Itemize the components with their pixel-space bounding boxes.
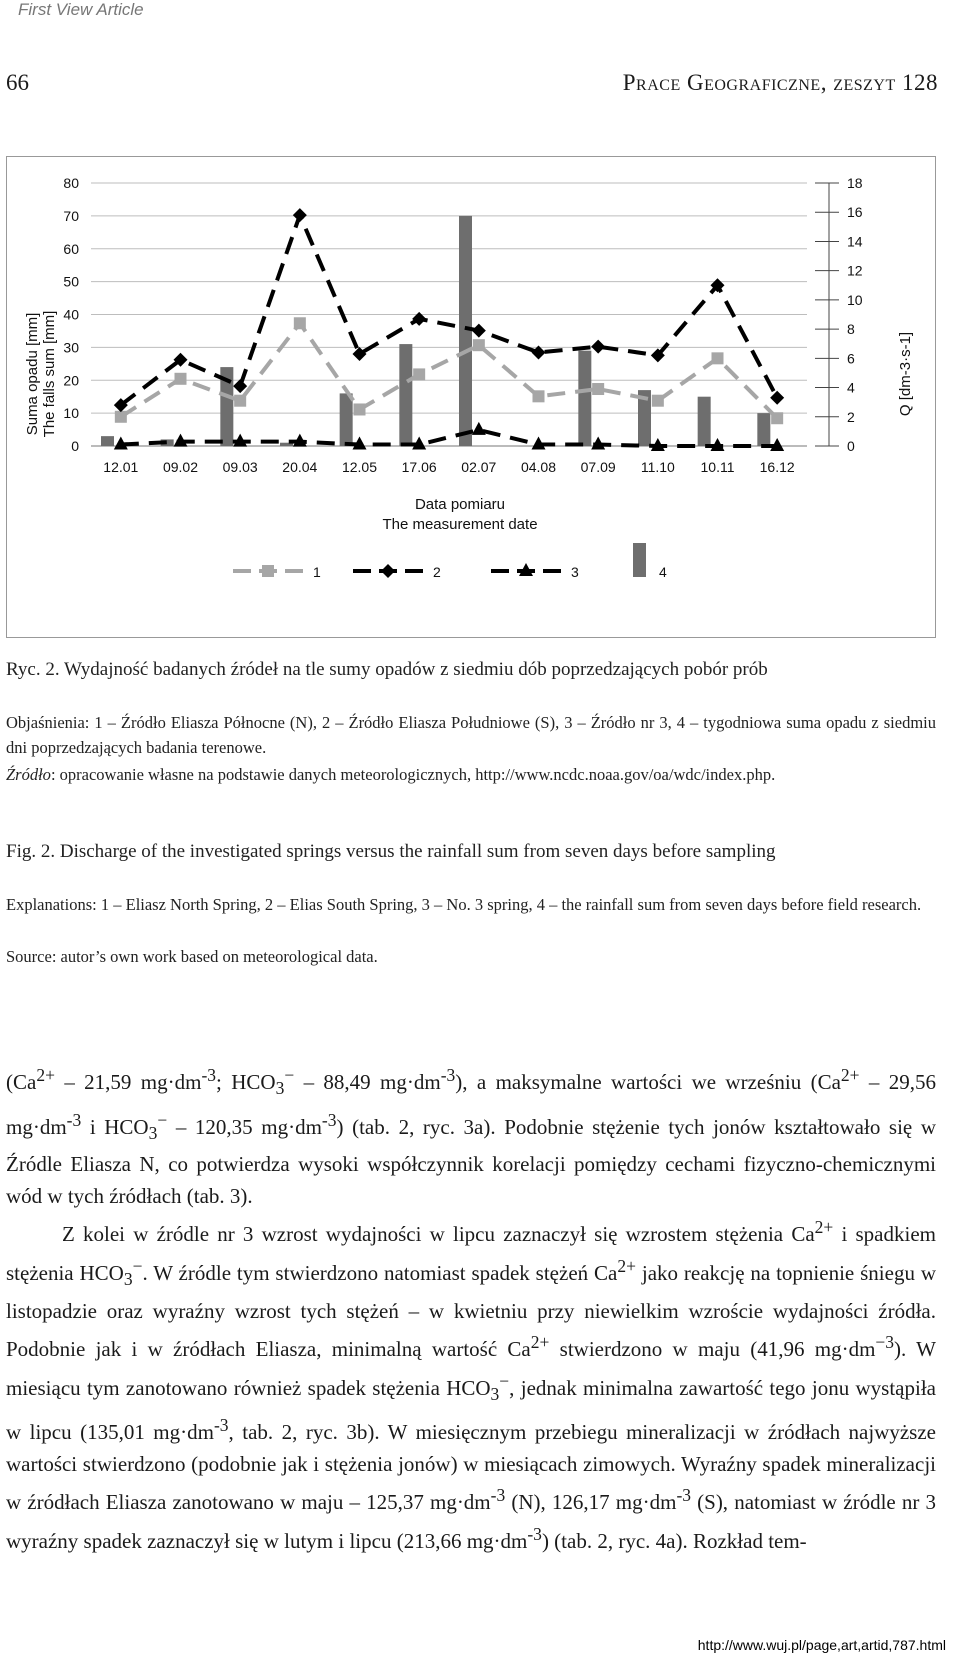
- y-right-tick-label: 4: [847, 379, 855, 396]
- x-tick-label: 07.09: [580, 459, 616, 475]
- y-right-tick-label: 16: [847, 204, 863, 221]
- legend-label: 2: [433, 564, 441, 580]
- y-left-label-en: The falls sum [mm]: [41, 310, 58, 438]
- x-tick-label: 02.07: [461, 459, 497, 475]
- y-left-tick-label: 0: [71, 438, 79, 454]
- x-tick-label: 12.05: [341, 459, 378, 475]
- caption-pl-source-label: Źródło: [6, 765, 51, 784]
- y-right-label: [897, 332, 914, 416]
- caption-pl-source: [6, 762, 936, 787]
- rainfall-bar: [399, 344, 412, 446]
- caption-en-source: Source: autor’s own work based on meteorological data.: [6, 947, 378, 966]
- first-view-banner: First View Article: [18, 0, 144, 19]
- y-right-tick-label: 8: [847, 321, 855, 338]
- x-tick-label: 11.10: [640, 459, 675, 475]
- paragraph-1: ($Ca^{2+} - 21,59$ $mg\cdot dm^{-3}$; $HCO_3^- - 88,49$ $mg\cdot dm^{-3}$), a maksymalne wartości we wrześniu ($Ca^{2+} - 29,56$ $mg\cdot dm^{-3}$ i $HCO_3^- - 120,35$ $mg\cdot dm^{-3}$) (tab. 2, ryc. 3a). Podobnie stężenie tych jonów kształtowało się w Źródle Eliasza N, co potwierdza wysoki współczynnik korelacji pomiędzy cechami fizyczno-chemicznymi wód w tych źródłach (tab. 3).: [6, 1065, 936, 1208]
- caption-pl-title: Ryc. 2. Wydajność badanych źródeł na tle sumy opadów z siedmiu dób poprzedzających pobór prób: [6, 659, 768, 680]
- y-left-label-pl: Suma opadu [mm]: [24, 312, 41, 436]
- rainfall-bar: [698, 397, 711, 446]
- paragraph-2: Z kolei w źródle nr 3 wzrost wydajności w lipcu zaznaczył się wzrostem stężenia $Ca^{2+}$ i spadkiem stężenia $HCO_3^-$. W źródle tym stwierdzono natomiast spadek stężeń $Ca^{2+}$ jako reakcję na topnienie śniegu w listopadzie oraz wyraźny wzrost tych stężeń – w kwietniu przy niewielkim wzroście wydajności źródła. Podobnie jak i w źródłach Eliasza, minimalną wartość $Ca^{2+}$ stwierdzono w maju (41,96 $mg\cdot dm^{-3}$). W miesiącu tym zanotowano również spadek stężenia $HCO_3^-$, jednak minimalna zawartość tego jonu wystąpiła w lipcu (135,01 $mg\cdot dm^{-3}$, tab. 2, ryc. 3b). W miesięcznym przebiegu mineralizacji w źródłach najwyższe wartości stwierdzono (podobnie jak i stężenia jonów) w miesiącach zimowych. Wyraźny spadek mineralizacji w źródłach Eliasza zanotowano w maju – 125,37 $mg\cdot dm^{-3}$ (N), 126,17 $mg\cdot dm^{-3}$ (S), natomiast w źródle nr 3 wyraźny spadek zaznaczył się w lutym i lipcu (213,66 $mg\cdot dm^{-3}$) (tab. 2, ryc. 4a). Rozkład tem-: [6, 1217, 936, 1553]
- y-right-tick-label: 14: [847, 233, 863, 250]
- journal-title: Prace Geograficzne, zeszyt 128: [622, 70, 938, 95]
- caption-en-explanation: Explanations: 1 – Eliasz North Spring, 2 – Elias South Spring, 3 – No. 3 spring, 4 – the rainfall sum from seven days before field research.: [6, 895, 922, 914]
- square-marker: [771, 412, 783, 424]
- diamond-marker: [233, 379, 247, 393]
- legend-label: 4: [659, 564, 667, 580]
- y-right-tick-label: 12: [847, 262, 863, 279]
- series-3-line: [121, 430, 777, 446]
- discharge-rainfall-chart: [7, 157, 935, 637]
- series-2-line: [121, 215, 777, 405]
- left-axis-ticks: [63, 175, 79, 454]
- square-marker: [234, 395, 246, 407]
- series-1-line: [121, 323, 777, 418]
- rainfall-bar: [101, 436, 114, 446]
- footer-url-link[interactable]: http://www.wuj.pl/page,art,artid,787.html: [697, 1637, 946, 1653]
- diamond-marker: [381, 564, 395, 578]
- page-number: 66: [6, 70, 29, 95]
- rainfall-bars: [101, 216, 770, 447]
- legend-label: 3: [571, 564, 579, 580]
- x-tick-label: 04.08: [520, 459, 557, 475]
- triangle-marker: [472, 422, 486, 435]
- discharge-lines: [114, 208, 784, 451]
- caption-pl-source-text: : opracowanie własne na podstawie danych meteorologicznych, http://www.ncdc.noaa.gov/oa/wdc/index.php.: [50, 765, 776, 784]
- x-label-en: The measurement date: [382, 516, 538, 533]
- rainfall-bar: [519, 446, 532, 447]
- square-marker: [354, 403, 366, 415]
- y-left-tick-label: 10: [63, 405, 79, 422]
- diamond-marker: [472, 324, 486, 338]
- y-right-label-text: Q [dm-3·s-1]: [897, 331, 914, 417]
- diamond-marker: [591, 340, 605, 354]
- y-left-tick-label: 40: [63, 306, 79, 323]
- square-marker: [592, 383, 604, 395]
- x-tick-label: 09.03: [222, 459, 258, 475]
- caption-en-title: Fig. 2. Discharge of the investigated springs versus the rainfall sum from seven days before sampling: [6, 841, 776, 862]
- square-marker: [473, 339, 485, 351]
- x-tick-label: 20.04: [282, 459, 318, 475]
- y-left-tick-label: 60: [63, 240, 79, 257]
- x-axis-ticks: [103, 459, 795, 475]
- y-right-tick-label: 2: [847, 408, 855, 425]
- y-right-tick-label: 6: [847, 350, 855, 367]
- y-left-tick-label: 20: [63, 372, 79, 389]
- y-left-tick-label: 50: [63, 273, 79, 290]
- y-right-tick-label: 18: [847, 175, 863, 191]
- diamond-marker: [293, 208, 307, 222]
- legend: [233, 543, 667, 580]
- square-marker: [115, 411, 127, 423]
- x-tick-label: 17.06: [401, 459, 437, 475]
- y-right-tick-label: 0: [847, 438, 855, 454]
- figure-box: [6, 156, 936, 638]
- square-marker: [413, 368, 425, 380]
- square-marker: [533, 390, 545, 402]
- square-marker: [712, 352, 724, 364]
- body-text: [6, 1060, 936, 1557]
- square-marker: [175, 373, 187, 385]
- rainfall-bar: [459, 216, 472, 446]
- diamond-marker: [770, 391, 784, 405]
- y-left-tick-label: 70: [63, 207, 79, 224]
- rainfall-bar: [340, 393, 353, 446]
- y-right-tick-label: 10: [847, 291, 863, 308]
- square-marker: [294, 317, 306, 329]
- rainfall-bar: [757, 413, 770, 446]
- square-marker: [262, 565, 274, 577]
- square-marker: [652, 395, 664, 407]
- x-tick-label: 09.02: [162, 459, 199, 475]
- legend-swatch-bar: [633, 543, 646, 577]
- x-label-pl: Data pomiaru: [414, 496, 506, 513]
- x-tick-label: 16.12: [759, 459, 795, 475]
- y-left-tick-label: 30: [63, 339, 79, 356]
- x-tick-label: 10.11: [700, 459, 735, 475]
- x-tick-label: 12.01: [103, 459, 139, 475]
- y-left-tick-label: 80: [63, 175, 79, 191]
- right-axis-ticks: [815, 175, 863, 454]
- legend-label: 1: [313, 564, 321, 580]
- rainfall-bar: [578, 351, 591, 446]
- caption-pl-explanation: Objaśnienia: 1 – Źródło Eliasza Północne (N), 2 – Źródło Eliasza Południowe (S), 3 – Źródło nr 3, 4 – tygodniowa suma opadu z siedmiu dni poprzedzających badania terenowe.: [6, 713, 936, 757]
